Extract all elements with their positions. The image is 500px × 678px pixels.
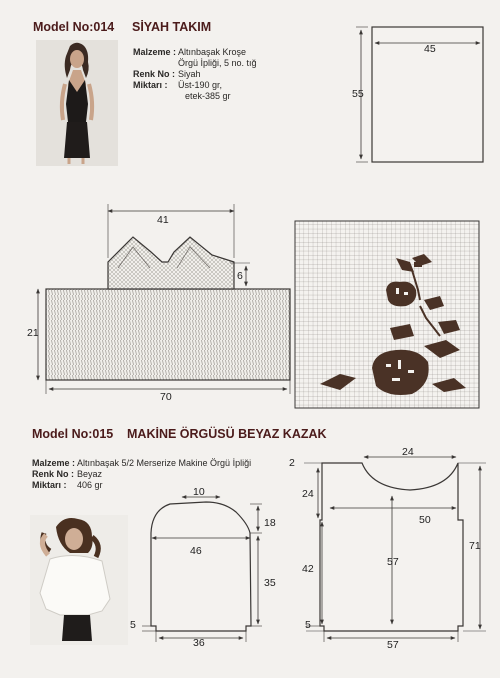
- model-015-name: MAKİNE ÖRGÜSÜ BEYAZ KAZAK: [127, 427, 327, 441]
- dim-armhole: 24: [302, 488, 314, 500]
- amount-value-1: Üst-190 gr,: [178, 80, 223, 90]
- dim-sleeve-length: 35: [264, 577, 276, 589]
- model-014-name: SİYAH TAKIM: [132, 20, 212, 34]
- dim-skirt-height: 55: [352, 88, 364, 100]
- sleeve-schematic: [142, 497, 262, 642]
- dim-neck-depth: 2: [289, 457, 295, 469]
- dim-neck-width: 24: [402, 446, 414, 458]
- model-015-number: Model No:015: [32, 427, 114, 441]
- dim-body-length: 57: [387, 556, 399, 568]
- dim-body-rib: 5: [305, 619, 311, 631]
- material-label-2: Malzeme :: [32, 458, 76, 468]
- dim-body-bottom: 57: [387, 639, 399, 651]
- model-015-specs: [32, 458, 252, 491]
- dim-band-width: 70: [160, 391, 172, 403]
- amount-label: Miktarı :: [133, 80, 168, 90]
- dim-body-total: 71: [469, 540, 481, 552]
- color-value: Siyah: [178, 69, 201, 79]
- dim-skirt-width: 45: [424, 43, 436, 55]
- dim-sleeve-cap-height: 18: [264, 517, 276, 529]
- dim-point-height: 6: [237, 270, 243, 282]
- dim-band-height: 21: [27, 327, 39, 339]
- material-value-1: Altınbaşak Kroşe: [178, 47, 247, 57]
- amount-value-2b: 406 gr: [77, 480, 103, 490]
- color-label: Renk No :: [133, 69, 176, 79]
- skirt-schematic: [356, 27, 483, 162]
- model-014-number: Model No:014: [33, 20, 115, 34]
- amount-label-2: Miktarı :: [32, 480, 67, 490]
- color-value-2: Beyaz: [77, 469, 103, 479]
- amount-value-2: etek-385 gr: [185, 91, 231, 101]
- body-schematic: [304, 457, 486, 642]
- dim-top-width: 41: [157, 214, 169, 226]
- material-value-2: Örgü İpliği, 5 no. tığ: [178, 58, 257, 68]
- dim-sleeve-width: 46: [190, 545, 202, 557]
- dim-body-side: 42: [302, 563, 314, 575]
- dim-chest: 50: [419, 514, 431, 526]
- dim-sleeve-cap-width: 10: [193, 486, 205, 498]
- model-015-photo: [30, 515, 128, 645]
- dim-sleeve-cuff: 5: [130, 619, 136, 631]
- top-schematic: [38, 204, 290, 394]
- material-label: Malzeme :: [133, 47, 177, 57]
- color-label-2: Renk No :: [32, 469, 75, 479]
- filet-rose-chart: [295, 221, 479, 408]
- material-value-2b: Altınbaşak 5/2 Merserize Makine Örgü İpliği: [77, 458, 252, 468]
- dim-sleeve-bottom: 36: [193, 637, 205, 649]
